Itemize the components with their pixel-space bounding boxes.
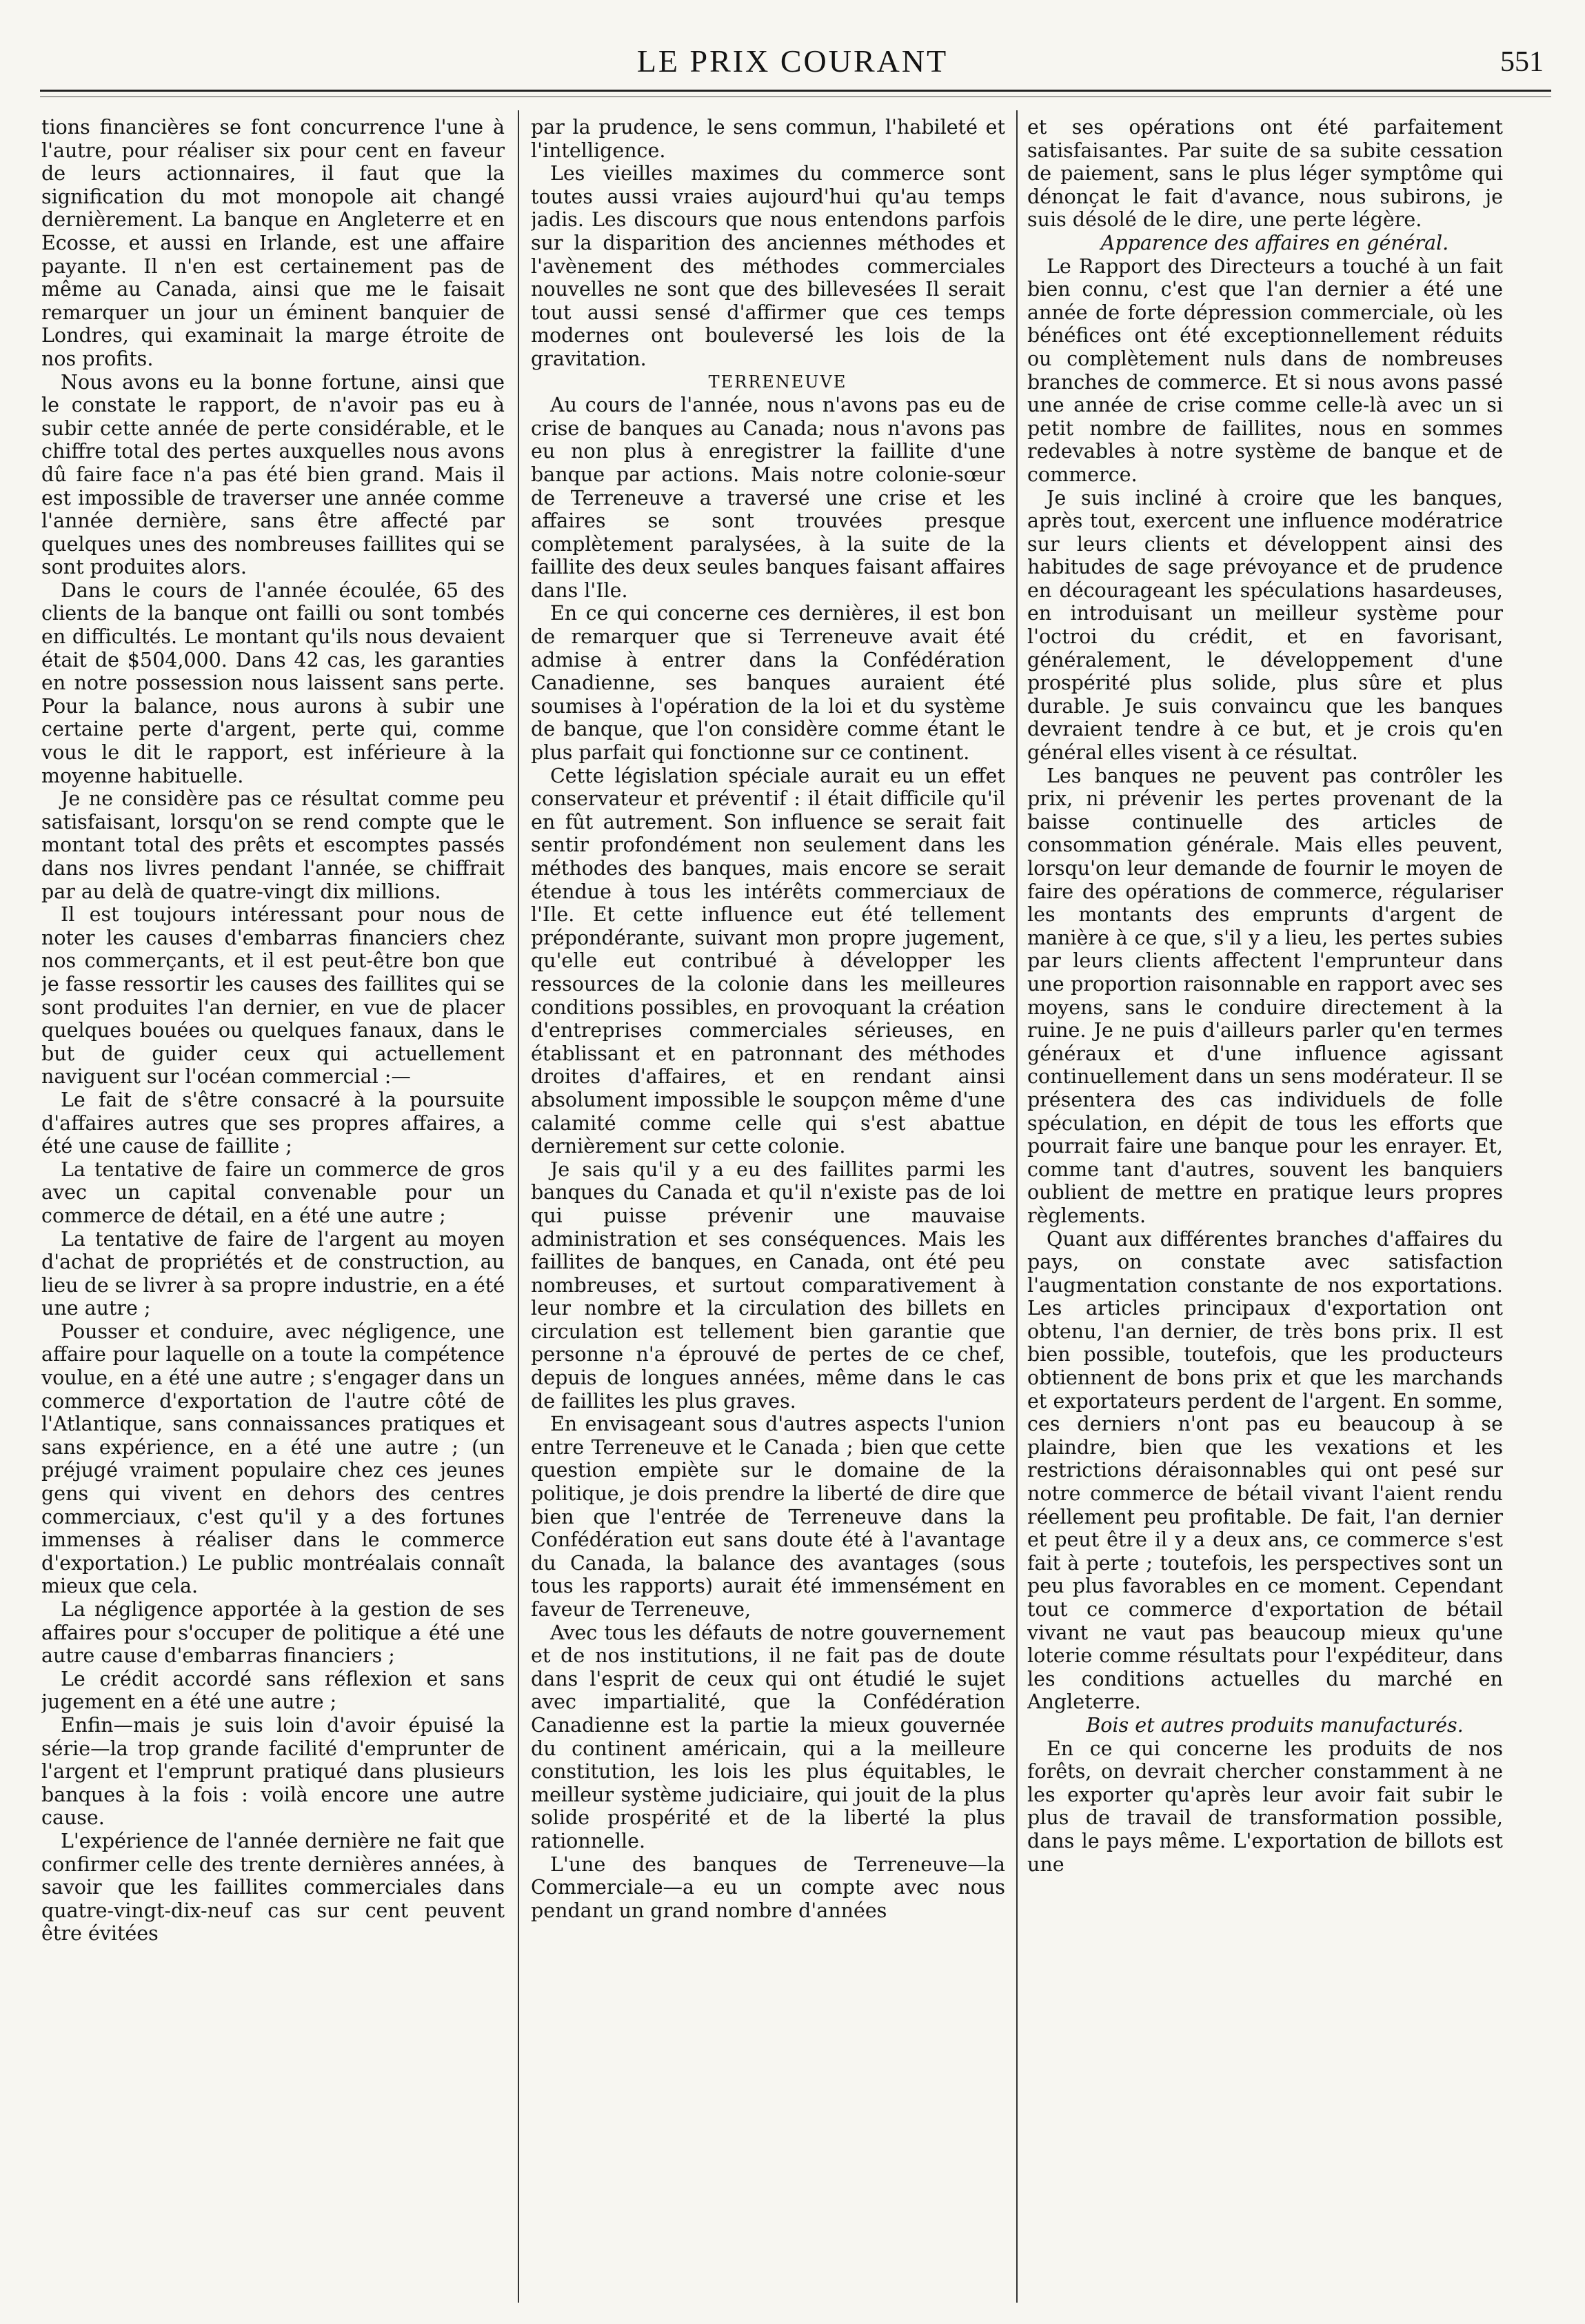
paragraph: tions financières se font concurrence l'une à l'autre, pour réaliser six pour cent en faveur de leurs actionnaires, il faut que la signification du mot monopole ait changé dernièrement. La banque en Angleterre et en Ecosse, et aussi en Irlande, est une affaire payante. Il n'en est certainement pas de même au Canada, ainsi que me le faisait remarquer un jour un éminent banquier de Londres, qui examinait la marge étroite de nos profits. [41, 116, 505, 370]
column-divider [518, 110, 519, 2303]
paragraph: Je sais qu'il y a eu des faillites parmi les banques du Canada et qu'il n'existe pas de loi qui puisse prévenir une mauvaise administration et ses conséquences. Mais les faillites de banques, en Canada, ont été peu nombreuses, et surtout comparativement à leur nombre et la circulation des billets en circulation est tellement bien garantie que personne n'a éprouvé de pertes de ce chef, depuis de longues années, même dans le cas de faillites les plus graves. [531, 1158, 1005, 1413]
paragraph: Pousser et conduire, avec négligence, une affaire pour laquelle on a toute la compétence voulue, en a été une autre ; s'engager dans un commerce d'exportation de l'autre côté de l'Atlantique, sans connaissances pratiques et sans expérience, en a été une autre ; (un préjugé vraiment populaire chez ces jeunes gens qui vivent en dehors des centres commerciaux, c'est qu'il y a des fortunes immenses à réaliser dans le commerce d'exportation.) Le public montréalais connaît mieux que cela. [41, 1320, 505, 1598]
paragraph: En envisageant sous d'autres aspects l'union entre Terreneuve et le Canada ; bien que cette question empiète sur le domaine de la politique, je dois prendre la liberté de dire que bien que l'entrée de Terreneuve dans la Confédération eut sans doute été à l'avantage du Canada, la balance des avantages (sous tous les rapports) aurait été immensément en faveur de Terreneuve, [531, 1413, 1005, 1621]
paragraph: L'expérience de l'année dernière ne fait que confirmer celle des trente dernières années, à savoir que les faillites commerciales dans quatre-vingt-dix-neuf cas sur cent peuvent être évitées [41, 1829, 505, 1946]
header-rule [40, 90, 1551, 92]
paragraph: En ce qui concerne ces dernières, il est bon de remarquer que si Terreneuve avait été admise à entrer dans la Confédération Canadienne, ses banques auraient été soumises à l'opération de la loi et du système de banque, que l'on considère comme étant le plus parfait qui fonctionne sur ce continent. [531, 602, 1005, 765]
paragraph: Les vieilles maximes du commerce sont toutes aussi vraies aujourd'hui qu'au temps jadis. Les discours que nous entendons parfois sur la disparition des anciennes méthodes et l'avènement des méthodes commerciales nouvelles ne sont que des billevesées Il serait tout aussi sensé d'affirmer que ces temps modernes ont bouleversé les lois de la gravitation. [531, 162, 1005, 370]
paragraph: La négligence apportée à la gestion de ses affaires pour s'occuper de politique a été une autre cause d'embarras financiers ; [41, 1598, 505, 1668]
column-divider [1016, 110, 1018, 2303]
page-number: 551 [1500, 46, 1544, 78]
text-column-2 [531, 116, 1005, 2301]
paragraph: Il est toujours intéressant pour nous de noter les causes d'embarras financiers chez nos commerçants, et il est peut-être bon que je fasse ressortir les causes des faillites qui se sont produites l'an dernier, en vue de placer quelques bouées ou quelques fanaux, dans le but de guider ceux qui actuellement naviguent sur l'océan commercial :— [41, 903, 505, 1089]
paragraph: Je suis incliné à croire que les banques, après tout, exercent une influence modératrice sur leurs clients et développent ainsi des habitudes de sage prévoyance et de prudence en décourageant les spéculations hasardeuses, en introduisant un meilleur système pour l'octroi du crédit, et en favorisant, généralement, le développement d'une prospérité plus solide, plus sûre et plus durable. Je suis convaincu que les banques devraient tendre à ce but, et je crois qu'en général elles visent à ce résultat. [1027, 486, 1503, 765]
paragraph: par la prudence, le sens commun, l'habileté et l'intelligence. [531, 116, 1005, 162]
paragraph: et ses opérations ont été parfaitement satisfaisantes. Par suite de sa subite cessation de paiement, sans le plus léger symptôme qui dénonçat le fait d'avance, nous subirons, je suis désolé de le dire, une perte légère. [1027, 116, 1503, 232]
paragraph: Cette législation spéciale aurait eu un effet conservateur et préventif : il était difficile qu'il en fût autrement. Son influence se serait fait sentir profondément non seulement dans les méthodes des banques, mais encore se serait étendue à tous les intérêts commerciaux de l'Ile. Et cette influence eut été tellement prépondérante, suivant mon propre jugement, qu'elle eut contribué à développer les ressources de la colonie dans les meilleures conditions possibles, en provoquant la création d'entreprises commerciales sérieuses, en établissant et en patronnant des méthodes droites d'affaires, et en rendant ainsi absolument impossible le soupçon même d'une calamité comme celle qui s'est abattue dernièrement sur cette colonie. [531, 764, 1005, 1158]
paragraph: La tentative de faire de l'argent au moyen d'achat de propriétés et de construction, au lieu de se livrer à sa propre industrie, en a été une autre ; [41, 1227, 505, 1320]
paragraph: Le crédit accordé sans réflexion et sans jugement en a été une autre ; [41, 1667, 505, 1714]
section-heading: Apparence des affaires en général. [1100, 231, 1449, 254]
paragraph: Au cours de l'année, nous n'avons pas eu de crise de banques au Canada; nous n'avons pas eu non plus à enregistrer la faillite d'une banque par actions. Mais notre colonie-sœur de Terreneuve a traversé une crise et les affaires se sont trouvées presque complètement paralysées, à la suite de la faillite des deux seules banques faisant affaires dans l'Ile. [531, 394, 1005, 602]
paragraph: Les banques ne peuvent pas contrôler les prix, ni prévenir les pertes provenant de la baisse continuelle des articles de consommation générale. Mais elles peuvent, lorsqu'on leur demande de fournir le moyen de faire des opérations de commerce, régulariser les montants des emprunts d'argent de manière à ce que, s'il y a lieu, les pertes subies par leurs clients affectent l'emprunteur dans une proportion raisonnable en rapport avec ses moyens, sans le conduire directement à la ruine. Je ne puis d'ailleurs parler qu'en termes généraux et d'une influence agissant continuellement dans un sens modérateur. Il se présentera des cas individuels de folle spéculation, en dépit de tous les efforts que pourrait faire une banque pour les enrayer. Et, comme tant d'autres, souvent les banquiers oublient de mettre en pratique leurs propres règlements. [1027, 764, 1503, 1227]
page-header [0, 43, 1585, 84]
text-column-1 [41, 116, 505, 2301]
paragraph: Le fait de s'être consacré à la poursuite d'affaires autres que ses propres affaires, a été une cause de faillite ; [41, 1088, 505, 1158]
paragraph: L'une des banques de Terreneuve—la Commerciale—a eu un compte avec nous pendant un grand nombre d'années [531, 1852, 1005, 1922]
paragraph: Nous avons eu la bonne fortune, ainsi que le constate le rapport, de n'avoir pas eu à subir cette année de perte considérable, et le chiffre total des pertes auxquelles nous avons dû faire face n'a pas été bien grand. Mais il est impossible de traverser une année comme l'année dernière, sans être affecté par quelques unes des nombreuses faillites qui se sont produites alors. [41, 370, 505, 579]
paragraph: Dans le cours de l'année écoulée, 65 des clients de la banque ont failli ou sont tombés en difficultés. Le montant qu'ils nous devaient était de $504,000. Dans 42 cas, les garanties en notre possession nous laissent sans perte. Pour la balance, nous aurons à subir une certaine perte d'argent, perte qui, comme vous le dit le rapport, est inférieure à la moyenne habituelle. [41, 578, 505, 787]
paragraph: Je ne considère pas ce résultat comme peu satisfaisant, lorsqu'on se rend compte que le montant total des prêts et escomptes passés dans nos livres pendant l'année, se chiffrait par au delà de quatre-vingt dix millions. [41, 787, 505, 903]
paragraph: Quant aux différentes branches d'affaires du pays, on constate avec satisfaction l'augmentation constante de nos exportations. Les articles principaux d'exportation ont obtenu, l'an dernier, de très bons prix. Il est bien possible, toutefois, que les producteurs obtiennent de bons prix et que les marchands et exportateurs perdent de l'argent. En somme, ces derniers n'ont pas eu beaucoup à se plaindre, bien que les vexations et les restrictions déraisonnables qui ont pesé sur notre commerce de bétail vivant l'aient rendu réellement peu profitable. De fait, l'an dernier et peut être il y a deux ans, ce commerce s'est fait à perte ; toutefois, les perspectives sont un peu plus favorables en ce moment. Cependant tout ce commerce d'exportation de bétail vivant ne vaut pas beaucoup mieux qu'une loterie comme résultats pour l'expéditeur, dans les conditions actuelles du marché en Angleterre. [1027, 1227, 1503, 1714]
paragraph: Avec tous les défauts de notre gouvernement et de nos institutions, il ne fait pas de doute dans l'esprit de ceux qui ont étudié le sujet avec impartialité, que la Confédération Canadienne est la partie la mieux gouvernée du continent américain, qui a la meilleure constitution, les lois les plus équitables, le meilleur système judiciaire, qui jouit de la plus solide prospérité et de la liberté la plus rationnelle. [531, 1621, 1005, 1852]
running-title: LE PRIX COURANT [636, 43, 949, 79]
section-heading: Bois et autres produits manufacturés. [1086, 1713, 1464, 1737]
text-column-3 [1027, 116, 1503, 2301]
paragraph: Enfin—mais je suis loin d'avoir épuisé la série—la trop grande facilité d'emprunter de l'argent et l'emprunt pratiqué dans plusieurs banques à la fois : voilà encore une autre cause. [41, 1713, 505, 1830]
paragraph: Le Rapport des Directeurs a touché à un fait bien connu, c'est que l'an dernier a été une année de forte dépression commerciale, où les bénéfices ont été exceptionnellement réduits ou complètement nuls dans de nombreuses branches de commerce. Et si nous avons passé une année de crise comme celle-là avec un si petit nombre de faillites, nous en sommes redevables à notre système de banque et de commerce. [1027, 254, 1503, 486]
paragraph: La tentative de faire un commerce de gros avec un capital convenable pour un commerce de détail, en a été une autre ; [41, 1158, 505, 1227]
paragraph: En ce qui concerne les produits de nos forêts, on devrait chercher constamment à ne les exporter qu'après leur avoir fait subir le plus de travail de transformation possible, dans le pays même. L'exportation de billots est une [1027, 1737, 1503, 1876]
section-heading: TERRENEUVE [708, 372, 847, 392]
